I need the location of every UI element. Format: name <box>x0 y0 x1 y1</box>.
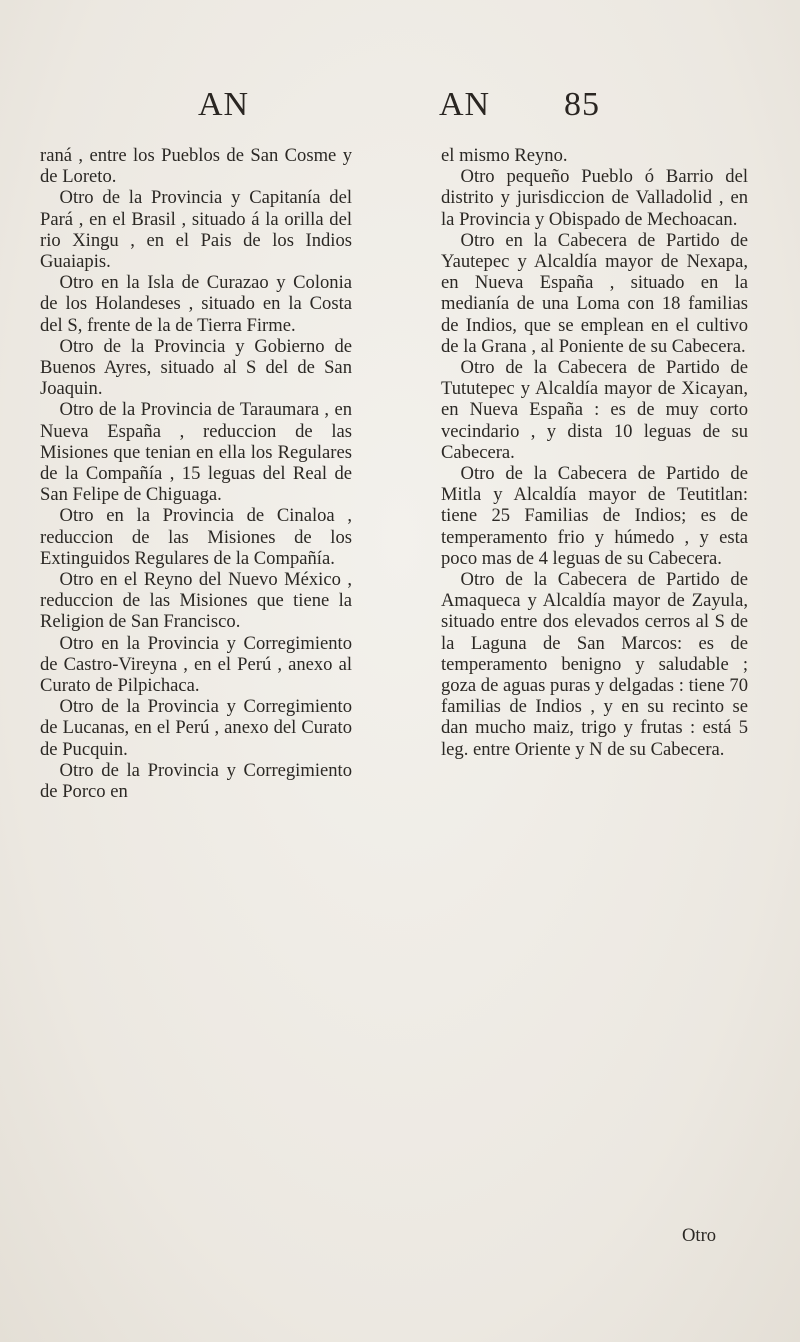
running-head-left: AN <box>198 86 250 123</box>
running-head-right: AN <box>439 86 491 123</box>
paragraph: el mismo Reyno. <box>441 145 568 166</box>
paragraph: Otro en la Provincia y Corregimiento de Castro-Vireyna , en el Perú , anexo al Curato de Pilpichaca. <box>40 632 352 697</box>
paragraph: Otro en la Provincia de Cinaloa , reduccion de las Misiones de los Extinguidos Regulares de la Compañía. <box>40 505 352 569</box>
paragraph: Otro de la Provincia y Corregimiento de Lucanas, en el Perú , anexo del Curato de Pucquin. <box>40 696 352 760</box>
paragraph: Otro en la Isla de Curazao y Colonia de los Holandeses , situado en la Costa del S, frente de la de Tierra Firme. <box>40 272 352 336</box>
paragraph: Otro en el Reyno del Nuevo México , reduccion de las Misiones que tiene la Religion de San Francisco. <box>40 569 352 633</box>
paragraph: Otro de la Provincia y Corregimiento de Porco en <box>40 759 352 803</box>
paragraph: Otro de la Provincia y Gobierno de Buenos Ayres, situado al S del de San Joaquin. <box>40 335 352 400</box>
paragraph: Otro pequeño Pueblo ó Barrio del distrito y jurisdiccion de Valladolid , en la Provincia y Obispado de Mechoacan. <box>441 166 748 230</box>
right-column <box>441 145 748 760</box>
left-column <box>40 145 352 802</box>
catchword: Otro <box>682 1225 717 1246</box>
page-number: 85 <box>564 86 600 123</box>
paragraph: Otro de la Provincia y Capitanía del Pará , en el Brasil , situado á la orilla del rio Xingu , en el Pais de los Indios Guaiapis. <box>40 187 352 273</box>
paragraph: Otro de la Cabecera de Partido de Tututepec y Alcaldía mayor de Xicayan, en Nueva España : es de muy corto vecindario , y dista 10 leguas de su Cabecera. <box>441 357 748 463</box>
paragraph: Otro de la Cabecera de Partido de Mitla y Alcaldía mayor de Teutitlan: tiene 25 Familias de Indios; es de temperamento frio y húmedo , y esta poco mas de 4 leguas de su Cabecera. <box>441 463 748 569</box>
paragraph: Otro de la Cabecera de Partido de Amaqueca y Alcaldía mayor de Zayula, situado entre dos elevados cerros al S de la Laguna de San Marcos: es de temperamento benigno y saludable ; goza de aguas puras y delgadas : tiene 70 familias de Indios , y en su recinto se dan mucho maiz, trigo y frutas : está 5 leg. entre Oriente y N de su Cabecera. <box>441 569 748 760</box>
paragraph: Otro de la Provincia de Taraumara , en Nueva España , reduccion de las Misiones que tenian en ella los Regulares de la Compañía , 15 leguas del Real de San Felipe de Chiguaga. <box>40 399 352 506</box>
paragraph: Otro en la Cabecera de Partido de Yautepec y Alcaldía mayor de Nexapa, en Nueva España , situado en la medianía de una Loma con 18 familias de Indios, que se emplean en el cultivo de la Grana , al Poniente de su Cabecera. <box>441 229 748 357</box>
paragraph: raná , entre los Pueblos de San Cosme y de Loreto. <box>40 145 352 188</box>
